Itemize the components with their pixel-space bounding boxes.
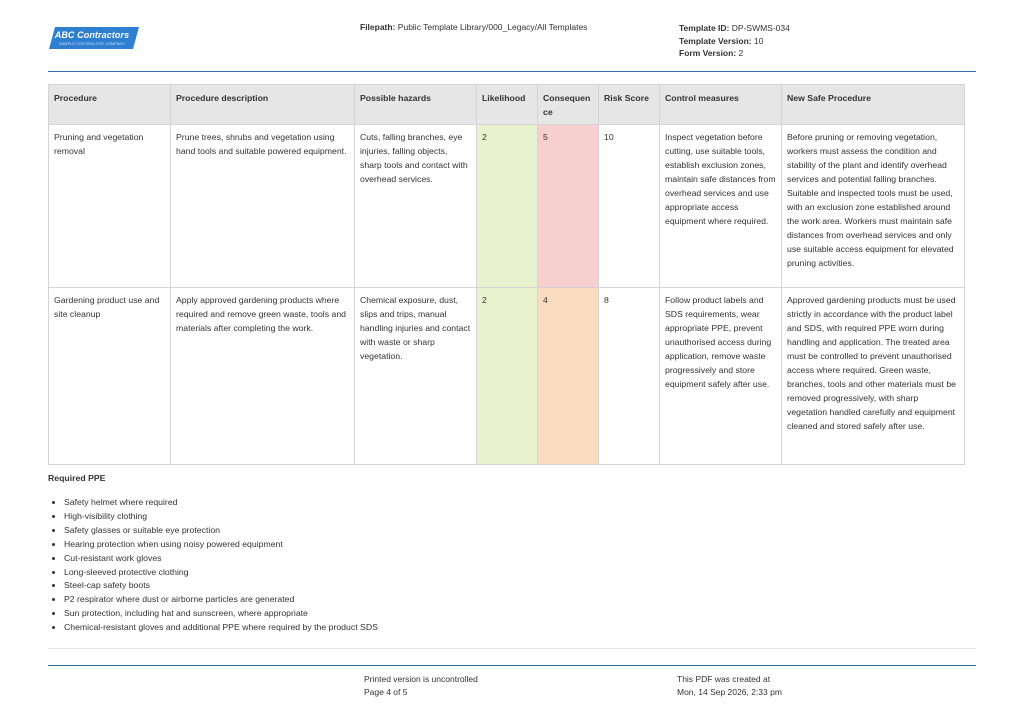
- filepath-value: Public Template Library/000_Legacy/All Templates: [397, 22, 588, 32]
- cell-procedure: Pruning and vegetation removal: [49, 125, 171, 288]
- footer-divider-light: [48, 648, 976, 649]
- table-header-row: [49, 85, 965, 125]
- cell-description: Apply approved gardening products where required and remove green waste, tools and materials after completing the work.: [171, 288, 355, 465]
- cell-new-procedure: Before pruning or removing vegetation, workers must assess the condition and stability of the plant and identify overhead services and potential falling branches. Suitable and inspected tools must be used, with an exclusion zone established around the work area. Workers must maintain safe distances from overhead services and only use suitable access equipment for elevated pruning activities.: [782, 125, 965, 288]
- cell-likelihood: 2: [477, 288, 538, 465]
- uncontrolled-notice: Printed version is uncontrolled: [364, 674, 478, 684]
- list-item: • Cut-resistant work gloves: [64, 552, 378, 566]
- list-item: • Hearing protection when using noisy powered equipment: [64, 538, 378, 552]
- column-header-new-procedure: New Safe Procedure: [782, 85, 965, 125]
- filepath-label: Filepath:: [360, 22, 396, 32]
- column-header-hazards: Possible hazards: [355, 85, 477, 125]
- filepath: [360, 22, 587, 32]
- footer-left: [364, 673, 478, 699]
- footer-divider: [48, 665, 976, 666]
- list-item: • High-visibility clothing: [64, 510, 378, 524]
- template-info: [679, 22, 790, 60]
- cell-consequence: 4: [538, 288, 599, 465]
- list-item: • Sun protection, including hat and sunscreen, where appropriate: [64, 607, 378, 621]
- cell-hazards: Chemical exposure, dust, slips and trips, manual handling injuries and contact with waste or sharp vegetation.: [355, 288, 477, 465]
- column-header-likelihood: Likelihood: [477, 85, 538, 125]
- company-logo: [49, 26, 139, 50]
- cell-likelihood: 2: [477, 125, 538, 288]
- form-version: [679, 47, 790, 60]
- template-version-label: Template Version:: [679, 35, 752, 46]
- form-version-value: 2: [738, 48, 744, 58]
- column-header-risk-score: Risk Score: [599, 85, 660, 125]
- ppe-list: [48, 496, 378, 635]
- list-item: • Safety helmet where required: [64, 496, 378, 510]
- cell-risk-score: 10: [599, 125, 660, 288]
- created-timestamp: Mon, 14 Sep 2026, 2:33 pm: [677, 687, 782, 697]
- table-row: [49, 125, 965, 288]
- template-version-value: 10: [753, 35, 764, 46]
- list-item: • Chemical-resistant gloves and additional PPE where required by the product SDS: [64, 621, 378, 635]
- column-header-procedure: Procedure: [49, 85, 171, 125]
- list-item: • Safety glasses or suitable eye protection: [64, 524, 378, 538]
- swms-table: [48, 84, 965, 465]
- logo-text: ABC Contractors: [54, 30, 130, 40]
- cell-consequence: 5: [538, 125, 599, 288]
- header-divider: [48, 71, 976, 72]
- template-id: [679, 22, 790, 35]
- ppe-title: Required PPE: [48, 473, 106, 483]
- cell-description: Prune trees, shrubs and vegetation using hand tools and suitable powered equipment.: [171, 125, 355, 288]
- cell-procedure: Gardening product use and site cleanup: [49, 288, 171, 465]
- logo-subtext: SAMPLE CONTRACTOR COMPANY: [59, 42, 125, 46]
- cell-hazards: Cuts, falling branches, eye injuries, falling objects, sharp tools and contact with overhead services.: [355, 125, 477, 288]
- created-label: This PDF was created at: [677, 674, 771, 684]
- template-version: [679, 35, 790, 48]
- table-row: [49, 288, 965, 465]
- footer-right: [677, 673, 782, 699]
- template-id-value: DP-SWMS-034: [731, 23, 790, 33]
- page-number: Page 4 of 5: [364, 687, 408, 697]
- column-header-controls: Control measures: [660, 85, 782, 125]
- cell-controls: Inspect vegetation before cutting, use suitable tools, establish exclusion zones, maintain safe distances from overhead services and use appropriate access equipment where required.: [660, 125, 782, 288]
- list-item: • P2 respirator where dust or airborne particles are generated: [64, 593, 378, 607]
- column-header-description: Procedure description: [171, 85, 355, 125]
- form-version-label: Form Version:: [679, 48, 737, 58]
- list-item: • Long-sleeved protective clothing: [64, 566, 378, 580]
- template-id-label: Template ID:: [679, 23, 730, 33]
- cell-new-procedure: Approved gardening products must be used strictly in accordance with the product label and SDS, with required PPE worn during handling and application. The treated area must be controlled to prevent unauthorised access where required. Green waste, branches, tools and other materials must be removed progressively, with sharp vegetation handled carefully and equipment cleaned and stored safely after use.: [782, 288, 965, 465]
- cell-risk-score: 8: [599, 288, 660, 465]
- cell-controls: Follow product labels and SDS requirements, wear appropriate PPE, prevent unauthorised access during application, remove waste progressively and store equipment safely after use.: [660, 288, 782, 465]
- column-header-consequence: Consequence: [538, 85, 599, 125]
- list-item: • Steel-cap safety boots: [64, 579, 378, 593]
